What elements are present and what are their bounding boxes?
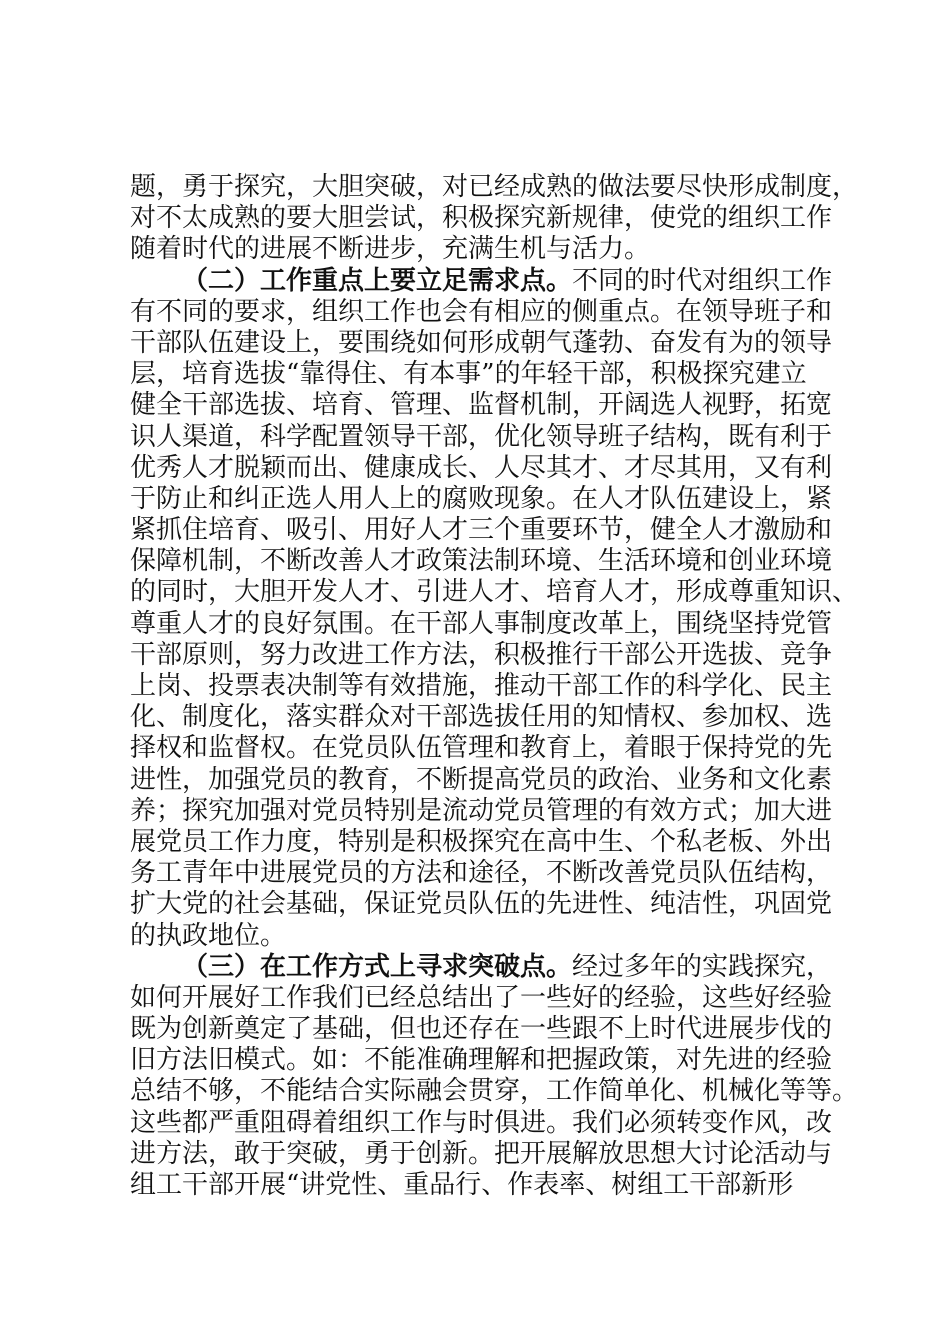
paragraph-first-line bbox=[130, 951, 833, 983]
paragraph-3 bbox=[130, 951, 859, 1202]
section-heading: （二）工作重点上要立足需求点。 bbox=[182, 265, 573, 296]
text-line: 保障机制，不断改善人才政策法制环境、生活环境和创业环境 bbox=[130, 546, 833, 577]
text-line: 进方法，敢于突破，勇于创新。把开展解放思想大讨论活动与 bbox=[130, 1138, 833, 1169]
text-line: 化、制度化，落实群众对干部选拔任用的知情权、参加权、选 bbox=[130, 702, 833, 733]
text-line: 随着时代的进展不断进步，充满生机与活力。 bbox=[130, 234, 651, 265]
text-line: 上岗、投票表决制等有效措施，推动干部工作的科学化、民主 bbox=[130, 671, 833, 701]
text-line: 于防止和纠正选人用人上的腐败现象。在人才队伍建设上，紧 bbox=[130, 483, 833, 514]
text-run: 经过多年的实践探究， bbox=[572, 951, 833, 982]
text-line: 务工青年中进展党员的方法和途径，不断改善党员队伍结构， bbox=[130, 858, 833, 889]
paragraph-1 bbox=[130, 172, 859, 266]
text-line: 旧方法旧模式。如：不能准确理解和把握政策，对先进的经验 bbox=[130, 1045, 833, 1076]
text-run: 不同的时代对组织工作 bbox=[572, 265, 833, 296]
text-line: 展党员工作力度，特别是积极探究在高中生、个私老板、外出 bbox=[130, 826, 833, 857]
text-line: 养；探究加强对党员特别是流动党员管理的有效方式；加大进 bbox=[130, 795, 833, 826]
document-page bbox=[130, 172, 859, 1201]
text-line: 紧抓住培育、吸引、用好人才三个重要环节，健全人才激励和 bbox=[130, 515, 833, 546]
text-line: 进性，加强党员的教育，不断提高党员的政治、业务和文化素 bbox=[130, 764, 833, 795]
paragraph-2 bbox=[130, 265, 859, 952]
section-heading: （三）在工作方式上寻求突破点。 bbox=[182, 951, 573, 982]
text-line: 尊重人才的良好氛围。在干部人事制度改革上，围绕坚持党管 bbox=[130, 608, 833, 639]
text-line: 优秀人才脱颖而出、健康成长、人尽其才、才尽其用，又有利 bbox=[130, 452, 833, 483]
text-line: 层，培育选拔“靠得住、有本事”的年轻干部，积极探究建立 bbox=[130, 359, 807, 390]
text-line: 有不同的要求，组织工作也会有相应的侧重点。在领导班子和 bbox=[130, 296, 833, 327]
text-line: 题，勇于探究，大胆突破，对已经成熟的做法要尽快形成制度， bbox=[130, 172, 859, 202]
text-line: 干部队伍建设上，要围绕如何形成朝气蓬勃、奋发有为的领导 bbox=[130, 327, 833, 358]
text-line: 对不太成熟的要大胆尝试，积极探究新规律，使党的组织工作 bbox=[130, 203, 833, 234]
text-line: 既为创新奠定了基础，但也还存在一些跟不上时代进展步伐的 bbox=[130, 1014, 833, 1045]
text-line: 的执政地位。 bbox=[130, 920, 287, 951]
paragraph-first-line bbox=[130, 265, 833, 297]
text-line: 如何开展好工作我们已经总结出了一些好的经验，这些好经验 bbox=[130, 982, 833, 1013]
text-line: 择权和监督权。在党员队伍管理和教育上，着眼于保持党的先 bbox=[130, 733, 833, 764]
text-line: 总结不够，不能结合实际融会贯穿，工作简单化、机械化等等。 bbox=[130, 1076, 859, 1107]
text-line: 干部原则，努力改进工作方法，积极推行干部公开选拔、竞争 bbox=[130, 639, 833, 670]
text-line: 这些都严重阻碍着组织工作与时俱进。我们必须转变作风，改 bbox=[130, 1107, 833, 1138]
text-line: 的同时，大胆开发人才、引进人才、培育人才，形成尊重知识、 bbox=[130, 577, 859, 608]
text-line: 组工干部开展“讲党性、重品行、作表率、树组工干部新形 bbox=[130, 1170, 794, 1200]
text-line: 识人渠道，科学配置领导干部，优化领导班子结构，既有利于 bbox=[130, 421, 833, 452]
text-line: 健全干部选拔、培育、管理、监督机制，开阔选人视野，拓宽 bbox=[130, 390, 833, 421]
text-line: 扩大党的社会基础，保证党员队伍的先进性、纯洁性，巩固党 bbox=[130, 889, 833, 920]
